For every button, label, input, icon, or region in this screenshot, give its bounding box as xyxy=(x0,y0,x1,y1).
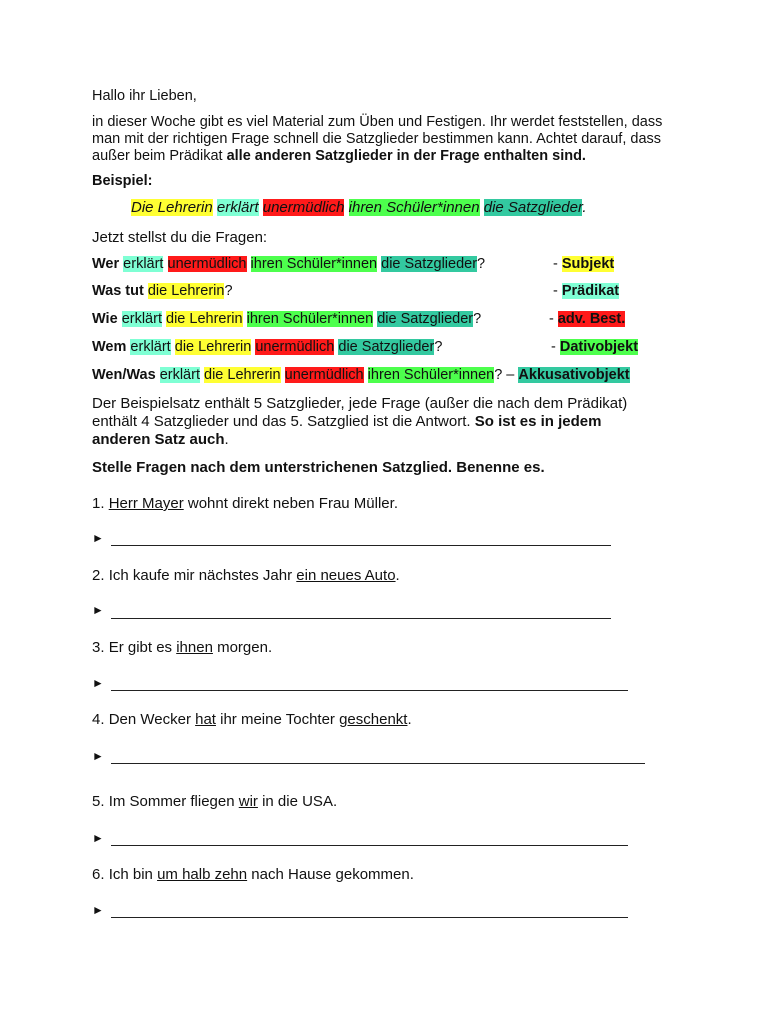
answer-line-1[interactable] xyxy=(111,545,611,546)
underlined-phrase: Herr Mayer xyxy=(108,495,184,512)
example-sentence xyxy=(131,199,587,216)
question-part: unermüdlich xyxy=(284,367,364,383)
underlined-phrase: ihnen xyxy=(176,639,213,656)
answer-arrow: ► xyxy=(92,676,104,690)
exercise-text: Ich kaufe mir nächstes Jahr xyxy=(108,567,297,584)
exercise-text: wohnt direkt neben Frau Müller. xyxy=(183,495,398,512)
exercise-text: Er gibt es xyxy=(108,639,177,656)
explanation-text: enthält 4 Satzglieder und das 5. Satzglied ist die Antwort. xyxy=(92,413,475,430)
exercise-text: Den Wecker xyxy=(108,711,196,728)
example-akkusativ: die Satzglieder xyxy=(483,199,583,216)
answer-adverbial xyxy=(549,311,625,327)
exercise-number: 1. xyxy=(92,495,105,512)
exercise-number: 5. xyxy=(92,793,105,810)
question-adverbial xyxy=(92,311,481,327)
underlined-phrase: geschenkt xyxy=(339,711,408,728)
question-dativ xyxy=(92,339,442,355)
example-label: Beispiel: xyxy=(92,173,153,189)
question-part: unermüdlich xyxy=(167,256,247,272)
exercise-text: in die USA. xyxy=(257,793,338,810)
exercise-text: morgen. xyxy=(212,639,273,656)
explanation-end: . xyxy=(224,431,229,448)
exercise-2 xyxy=(92,567,400,584)
question-part: ihren Schüler*innen xyxy=(250,256,378,272)
example-praedikat: erklärt xyxy=(216,199,259,216)
exercise-number: 3. xyxy=(92,639,105,656)
exercise-text: . xyxy=(407,711,412,728)
explanation-line-3 xyxy=(92,431,229,448)
answer-subjekt xyxy=(553,256,614,272)
answer-label: Dativobjekt xyxy=(559,339,639,355)
explanation-line-2 xyxy=(92,413,601,430)
exercise-text: Ich bin xyxy=(108,866,158,883)
answer-dash: - xyxy=(553,256,562,272)
answer-arrow: ► xyxy=(92,903,104,917)
exercise-text: Im Sommer fliegen xyxy=(108,793,239,810)
question-part: erklärt xyxy=(159,367,200,383)
exercise-number: 4. xyxy=(92,711,105,728)
intro-line-1: in dieser Woche gibt es viel Material zum Üben und Festigen. Ihr werdet feststellen, dass xyxy=(92,114,663,130)
explanation-bold: So ist es in jedem xyxy=(474,413,602,430)
question-word: Was tut xyxy=(92,283,144,299)
answer-akkusativ: Akkusativobjekt xyxy=(518,367,630,383)
question-mark: ? xyxy=(477,256,486,272)
question-part: ihren Schüler*innen xyxy=(367,367,495,383)
exercise-4 xyxy=(92,711,412,728)
question-mark: ? xyxy=(434,339,443,355)
answer-label: Subjekt xyxy=(561,256,615,272)
answer-line-4[interactable] xyxy=(111,763,645,764)
exercise-number: 2. xyxy=(92,567,105,584)
answer-line-3[interactable] xyxy=(111,690,628,691)
question-part: die Lehrerin xyxy=(166,311,243,327)
answer-arrow: ► xyxy=(92,531,104,545)
question-akkusativ xyxy=(92,367,630,383)
intro-line-3-text: außer beim Prädikat xyxy=(92,148,227,164)
question-word: Wer xyxy=(92,256,120,272)
question-part: erklärt xyxy=(121,311,162,327)
question-part: die Lehrerin xyxy=(174,339,252,355)
exercise-3 xyxy=(92,639,272,656)
answer-arrow: ► xyxy=(92,749,104,763)
exercise-1 xyxy=(92,495,398,512)
question-part: die Satzglieder xyxy=(381,256,478,272)
question-word: Wem xyxy=(92,339,127,355)
exercise-6 xyxy=(92,866,414,883)
answer-label: Prädikat xyxy=(561,283,620,299)
example-dativ: ihren Schüler*innen xyxy=(348,199,480,216)
question-part: die Satzglieder xyxy=(377,311,474,327)
underlined-phrase: um halb zehn xyxy=(157,866,248,883)
answer-label: adv. Best. xyxy=(557,311,626,327)
exercise-text: nach Hause gekommen. xyxy=(247,866,414,883)
fragen-intro: Jetzt stellst du die Fragen: xyxy=(92,229,268,246)
answer-dash: - xyxy=(553,283,562,299)
answer-line-5[interactable] xyxy=(111,845,628,846)
exercise-5 xyxy=(92,793,337,810)
answer-dativ xyxy=(551,339,638,355)
underlined-phrase: wir xyxy=(238,793,258,810)
question-part: erklärt xyxy=(130,339,171,355)
question-subjekt xyxy=(92,256,485,272)
question-word: Wen/Was xyxy=(92,367,156,383)
answer-arrow: ► xyxy=(92,831,104,845)
answer-dash: - xyxy=(551,339,560,355)
example-end: . xyxy=(582,199,587,216)
question-part: erklärt xyxy=(123,256,164,272)
underlined-phrase: ein neues Auto xyxy=(296,567,396,584)
explanation-bold: anderen Satz auch xyxy=(92,431,225,448)
task-instruction: Stelle Fragen nach dem unterstrichenen Satzglied. Benenne es. xyxy=(92,459,545,476)
answer-arrow: ► xyxy=(92,603,104,617)
question-mark: ? xyxy=(224,283,233,299)
intro-line-3 xyxy=(92,148,586,164)
question-part: ihren Schüler*innen xyxy=(246,311,374,327)
question-part: die Lehrerin xyxy=(147,283,225,299)
explanation-line-1: Der Beispielsatz enthält 5 Satzglieder, jede Frage (außer die nach dem Prädikat) xyxy=(92,395,628,412)
greeting: Hallo ihr Lieben, xyxy=(92,88,197,104)
answer-line-6[interactable] xyxy=(111,917,628,918)
exercise-text: . xyxy=(395,567,400,584)
question-praedikat xyxy=(92,283,233,299)
question-part: unermüdlich xyxy=(255,339,335,355)
question-part: die Satzglieder xyxy=(338,339,435,355)
exercise-number: 6. xyxy=(92,866,105,883)
example-subjekt: Die Lehrerin xyxy=(131,199,213,216)
underlined-phrase: hat xyxy=(195,711,216,728)
intro-line-3-bold: alle anderen Satzglieder in der Frage enthalten sind. xyxy=(226,148,586,164)
question-mark: ? – xyxy=(494,367,519,383)
answer-dash: - xyxy=(549,311,558,327)
example-adverbial: unermüdlich xyxy=(262,199,345,216)
answer-line-2[interactable] xyxy=(111,618,611,619)
question-mark: ? xyxy=(473,311,482,327)
exercise-text: ihr meine Tochter xyxy=(215,711,340,728)
question-word: Wie xyxy=(92,311,118,327)
question-part: die Lehrerin xyxy=(204,367,281,383)
answer-praedikat xyxy=(553,283,619,299)
intro-line-2: man mit der richtigen Frage schnell die Satzglieder bestimmen kann. Achtet darauf, dass xyxy=(92,131,662,147)
